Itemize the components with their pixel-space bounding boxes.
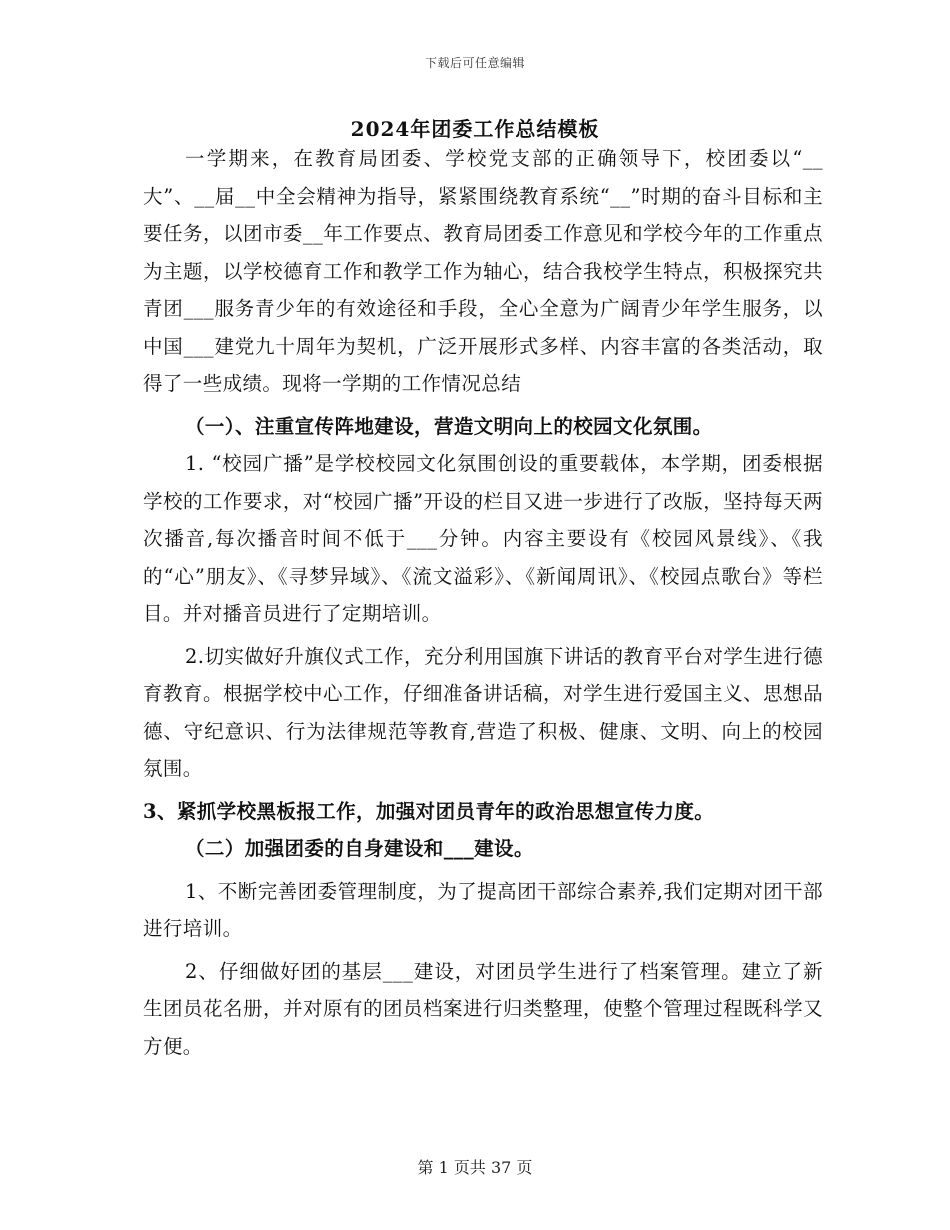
paragraph-campus-broadcast: 1. “校园广播”是学校校园文化氛围创设的重要载体，本学期，团委根据学校的工作要求，对“校园广播”开设的栏目又进一步进行了改版，坚持每天两次播音,每次播音时间不低于___分钟。内容主要设有《校园风景线》、《我的“心”朋友》、《寻梦异域》、《流文溢彩》、《新闻周讯》、《校园点歌台》等栏目。并对播音员进行了定期培训。 [143, 452, 823, 625]
section-heading-2: （二）加强团委的自身建设和___建设。 [185, 837, 534, 860]
page-number: 第 1 页共 37 页 [417, 1158, 533, 1177]
section-heading-blackboard: 3、紧抓学校黑板报工作，加强对团员青年的政治思想宣传力度。 [143, 799, 715, 823]
document-title: 2024年团委工作总结模板 [350, 117, 600, 141]
paragraph-flag-ceremony: 2.切实做好升旗仪式工作，充分利用国旗下讲话的教育平台对学生进行德育教育。根据学校中心工作，仔细准备讲话稿，对学生进行爱国主义、思想品德、守纪意识、行为法律规范等教育,营造了积极、健康、文明、向上的校园氛围。 [143, 644, 823, 780]
paragraph-grassroots-building: 2、仔细做好团的基层___建设，对团员学生进行了档案管理。建立了新生团员花名册，并对原有的团员档案进行归类整理，使整个管理过程既科学又方便。 [143, 959, 823, 1058]
section-heading-1: （一）、注重宣传阵地建设，营造文明向上的校园文化氛围。 [185, 414, 713, 438]
page-header-note: 下载后可任意编辑 [424, 56, 525, 70]
intro-paragraph: 一学期来，在教育局团委、学校党支部的正确领导下，校团委以“__大”、__届__中全会精神为指导，紧紧围绕教育系统“__”时期的奋斗目标和主要任务，以团市委__年工作要点、教育局团委工作意见和学校今年的工作重点为主题，以学校德育工作和教学工作为轴心，结合我校学生特点，积极探究共青团___服务青少年的有效途径和手段，全心全意为广阔青少年学生服务，以中国___建党九十周年为契机，广泛开展形式多样、内容丰富的各类活动，取得了一些成绩。现将一学期的工作情况总结 [143, 147, 823, 395]
document-body [143, 140, 823, 1065]
paragraph-management-system: 1、不断完善团委管理制度，为了提高团干部综合素养,我们定期对团干部进行培训。 [143, 879, 823, 940]
